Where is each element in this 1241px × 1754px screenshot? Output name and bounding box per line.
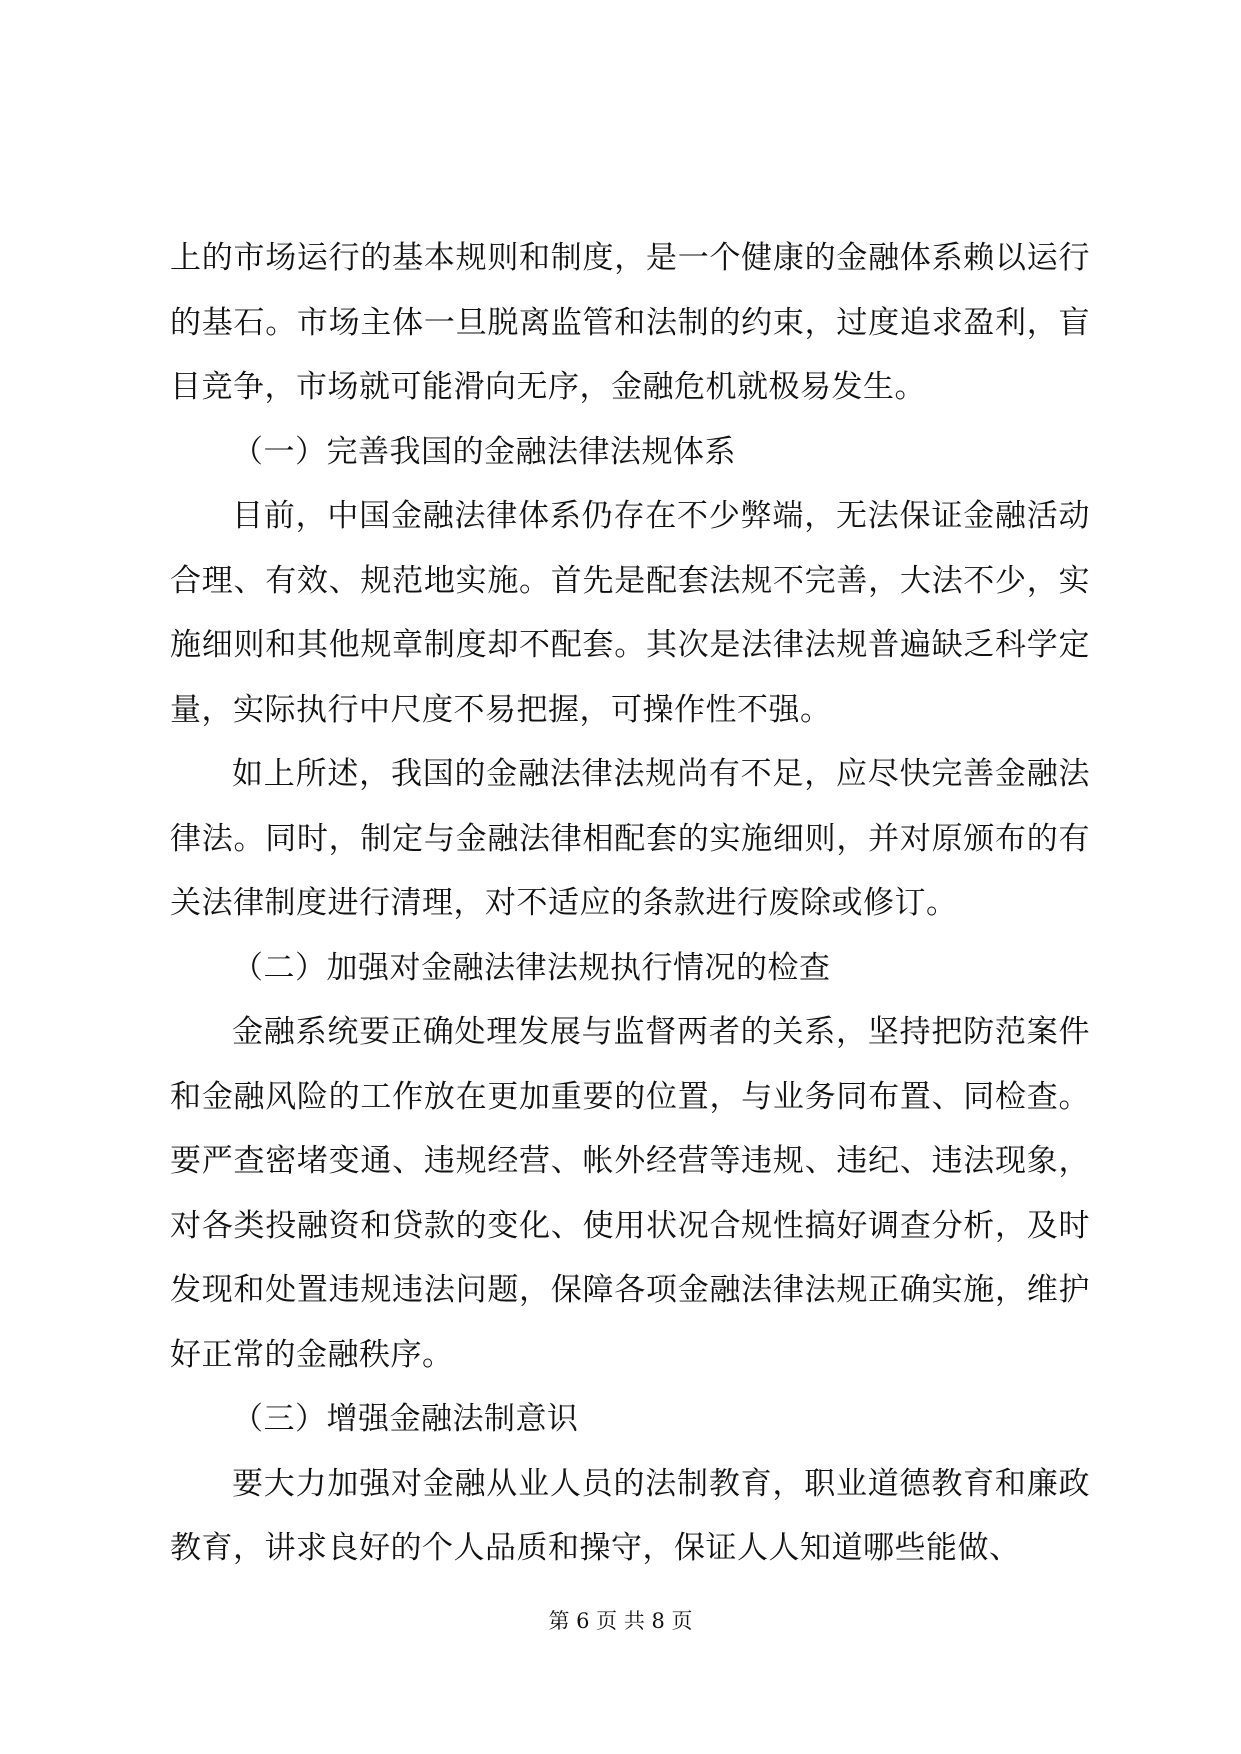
- paragraph-improve-laws: 如上所述，我国的金融法律法规尚有不足，应尽快完善金融法律法。同时，制定与金融法律相配套的实施细则，并对原颁布的有关法律制度进行清理，对不适应的条款进行废除或修订。: [170, 756, 1090, 921]
- section-heading-2: （二）加强对金融法律法规执行情况的检查: [232, 949, 831, 986]
- paragraph-supervision-check: 金融系统要正确处理发展与监督两者的关系，坚持把防范案件和金融风险的工作放在更加重要的位置，与业务同布置、同检查。要严查密堵变通、违规经营、帐外经营等违规、违纪、违法现象，对各类投融资和贷款的变化、使用状况合规性搞好调查分析，及时发现和处置违规违法问题，保障各项金融法律法规正确实施，维护好正常的金融秩序。: [170, 1014, 1090, 1373]
- section-heading-1: （一）完善我国的金融法律法规体系: [232, 433, 736, 470]
- paragraph-legal-awareness: 要大力加强对金融从业人员的法制教育，职业道德教育和廉政教育，讲求良好的个人品质和操守，保证人人知道哪些能做、: [170, 1465, 1090, 1566]
- document-body: [170, 226, 1090, 1581]
- page-number-footer: 第 6 页 共 8 页: [548, 1609, 693, 1633]
- paragraph-continuation: 上的市场运行的基本规则和制度，是一个健康的金融体系赖以运行的基石。市场主体一旦脱离监管和法制的约束，过度追求盈利，盲目竞争，市场就可能滑向无序，金融危机就极易发生。: [170, 240, 1090, 405]
- section-heading-3: （三）增强金融法制意识: [232, 1401, 579, 1437]
- paragraph-legal-system-flaws: 目前，中国金融法律体系仍存在不少弊端，无法保证金融活动合理、有效、规范地实施。首先是配套法规不完善，大法不少，实施细则和其他规章制度却不配套。其次是法律法规普遍缺乏科学定量，实际执行中尺度不易把握，可操作性不强。: [170, 498, 1090, 728]
